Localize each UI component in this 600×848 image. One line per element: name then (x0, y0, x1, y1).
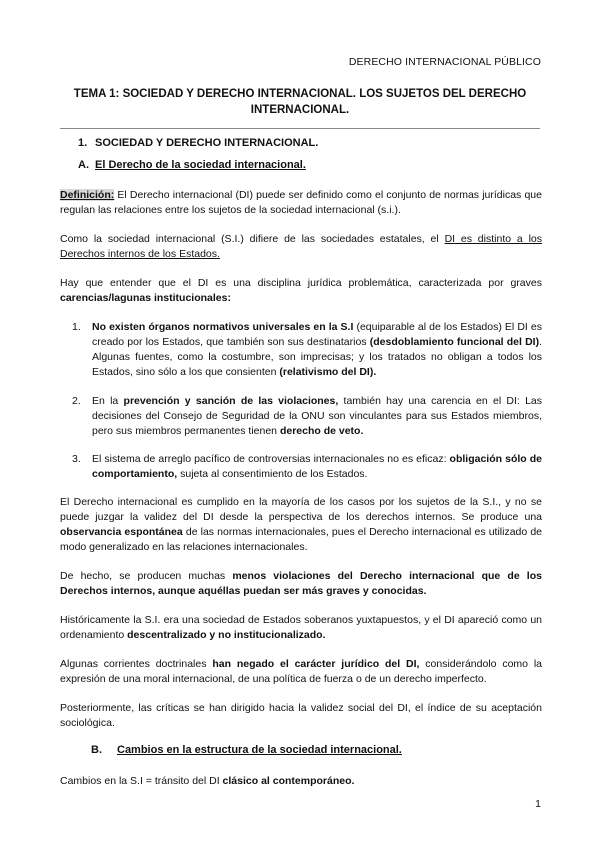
bold-text: derecho de veto. (279, 425, 364, 437)
paragraph-text: Cambios en la S.I = tránsito del DI (60, 775, 223, 787)
paragraph-text: Hay que entender que el DI es una disciplina jurídica problemática, caracterizada por graves (60, 277, 542, 289)
bold-text: clásico al contemporáneo. (222, 775, 355, 787)
list-text: El sistema de arreglo pacífico de controversias internacionales no es eficaz: (92, 453, 450, 465)
paragraph-text: Algunas corrientes doctrinales (60, 658, 213, 670)
underlined-text: DI es distinto a los Derechos internos de los Estados. (60, 233, 542, 260)
title-divider (60, 128, 540, 129)
bold-text: (desdoblamiento funcional del DI) (369, 336, 540, 348)
paragraph-problematic (60, 276, 542, 306)
bold-text: han negado el carácter jurídico del DI, (212, 658, 420, 670)
bold-text: observancia espontánea (60, 526, 183, 538)
paragraph-cambios (60, 774, 542, 789)
paragraph-posteriormente (60, 701, 542, 731)
list-text: (equiparable al de los Estados) El DI es creado por los Estados, que también son sus destinatarios (92, 321, 542, 348)
subsection-heading-b (91, 744, 402, 756)
bold-text: menos violaciones del Derecho internacional que de los Derechos internos, aunque aquéllas puedan ser más graves y conocidas. (60, 570, 542, 597)
bold-text: carencias/lagunas institucionales: (60, 292, 231, 304)
subsection-heading-a (78, 159, 306, 171)
section-heading (78, 137, 318, 149)
section-number: 1. (78, 137, 88, 149)
bold-text: No existen órganos normativos universales en la S.I (92, 321, 354, 333)
paragraph-text: de las normas internacionales, pues el Derecho internacional es utilizado de modo generalizado en las relaciones internacionales. (60, 526, 542, 553)
paragraph-text: Como la sociedad internacional (S.I.) difiere de las sociedades estatales, el (60, 233, 445, 245)
paragraph-historicamente (60, 613, 542, 643)
paragraph-si (60, 232, 542, 262)
subsection-label: El Derecho de la sociedad internacional. (95, 159, 306, 171)
subsection-label: Cambios en la estructura de la sociedad internacional. (117, 744, 402, 756)
list-text: . Algunas fuentes, como la costumbre, son imprecisas; y los tratados no obligan a todos los Estados, sino sólo a los que consienten (92, 336, 542, 378)
paragraph-text: considerándolo como la expresión de una moral internacional, de una política de fuerza o de un derecho imperfecto. (60, 658, 543, 685)
definition-text: El Derecho internacional (DI) puede ser definido como el conjunto de normas jurídicas que regulan las relaciones entre los sujetos de la sociedad internacional (s.i.). (60, 189, 542, 216)
definition-paragraph (60, 188, 542, 218)
list-number: 2. (72, 395, 81, 407)
list-text: también hay una carencia en el DI: Las decisiones del Consejo de Seguridad de la ONU son vinculantes para sus Estados miembros, pero sus miembros permanentes tienen (92, 395, 542, 437)
paragraph-hecho (60, 569, 542, 599)
bold-text: obligación sólo de comportamiento, (92, 453, 542, 480)
subsection-letter: B. (91, 744, 102, 756)
list-text: En la (92, 395, 124, 407)
paragraph-cumplido (60, 495, 542, 555)
document-title: TEMA 1: SOCIEDAD Y DERECHO INTERNACIONAL. LOS SUJETOS DEL DERECHO INTERNACIONAL. (73, 88, 527, 116)
paragraph-text: Posteriormente, las críticas se han dirigido hacia la validez social del DI, el índice de su aceptación sociológica. (60, 702, 542, 729)
list-text: sujeta al consentimiento de los Estados. (177, 468, 368, 480)
list-item (72, 394, 542, 439)
list-number: 3. (72, 453, 81, 465)
bold-text: descentralizado y no institucionalizado. (127, 629, 326, 641)
definition-label: Definición: (60, 189, 115, 201)
list-item (72, 320, 542, 380)
paragraph-text: El Derecho internacional es cumplido en la mayoría de los casos por los sujetos de la S.I., y no se puede juzgar la validez del DI desde la perspectiva de los derechos internos. Se produce una (60, 496, 542, 523)
bold-text: (relativismo del DI). (279, 366, 377, 378)
running-header: DERECHO INTERNACIONAL PÚBLICO (348, 56, 541, 68)
section-label: SOCIEDAD Y DERECHO INTERNACIONAL. (95, 137, 319, 149)
bold-text: prevención y sanción de las violaciones, (123, 395, 339, 407)
page-number: 1 (535, 798, 541, 810)
list-number: 1. (72, 321, 81, 333)
list-item (72, 452, 542, 482)
subsection-letter: A. (78, 159, 89, 171)
paragraph-corrientes (60, 657, 542, 687)
paragraph-text: De hecho, se producen muchas (60, 570, 233, 582)
paragraph-text: Históricamente la S.I. era una sociedad de Estados soberanos yuxtapuestos, y el DI apareció como un ordenamiento (60, 614, 542, 641)
